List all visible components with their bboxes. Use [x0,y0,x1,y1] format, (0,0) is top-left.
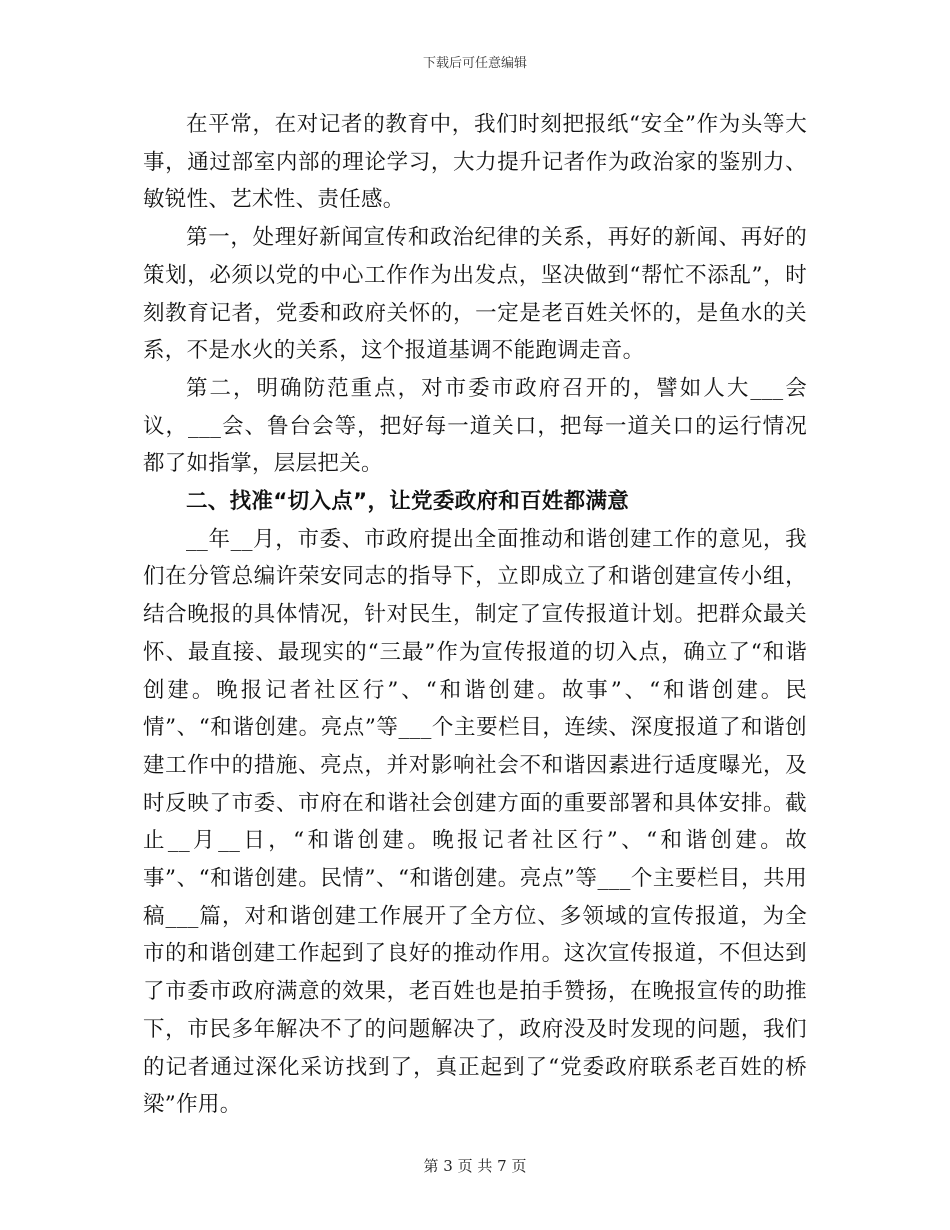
paragraph-intro: 在平常，在对记者的教育中，我们时刻把报纸“安全”作为头等大事，通过部室内部的理论学习，大力提升记者作为政治家的鉴别力、敏锐性、艺术性、责任感。 [143,112,807,213]
section-heading: 二、找准“切入点”，让党委政府和百姓都满意 [186,489,630,515]
page-number: 第 3 页 共 7 页 [423,1157,527,1175]
paragraph-section-body: __年__月，市委、市政府提出全面推动和谐创建工作的意见，我们在分管总编许荣安同志的指导下，立即成立了和谐创建宣传小组，结合晚报的具体情况，针对民生，制定了宣传报道计划。把群众最关怀、最直接、最现实的“三最”作为宣传报道的切入点，确立了“和谐创建。晚报记者社区行”、“和谐创建。故事”、“和谐创建。民情”、“和谐创建。亮点”等___个主要栏目，连续、深度报道了和谐创建工作中的措施、亮点，并对影响社会不和谐因素进行适度曝光，及时反映了市委、市府在和谐社会创建方面的重要部署和具体安排。截止__月__日，“和谐创建。晚报记者社区行”、“和谐创建。故事”、“和谐创建。民情”、“和谐创建。亮点”等___个主要栏目，共用稿___篇，对和谐创建工作展开了全方位、多领域的宣传报道，为全市的和谐创建工作起到了良好的推动作用。这次宣传报道，不但达到了市委市政府满意的效果，老百姓也是拍手赞扬，在晚报宣传的助推下，市民多年解决不了的问题解决了，政府没及时发现的问题，我们的记者通过深化采访找到了，真正起到了“党委政府联系老百姓的桥梁”作用。 [143,526,807,1118]
document-body [143,106,807,1124]
paragraph-second-point: 第二，明确防范重点，对市委市政府召开的，譬如人大___会议，___会、鲁台会等，把好每一道关口，把每一道关口的运行情况都了如指掌，层层把关。 [143,375,807,477]
page-header: 下载后可任意编辑 [422,56,527,71]
paragraph-first-point: 第一，处理好新闻宣传和政治纪律的关系，再好的新闻、再好的策划，必须以党的中心工作作为出发点，坚决做到“帮忙不添乱”，时刻教育记者，党委和政府关怀的，一定是老百姓关怀的，是鱼水的关系，不是水火的关系，这个报道基调不能跑调走音。 [143,225,807,364]
